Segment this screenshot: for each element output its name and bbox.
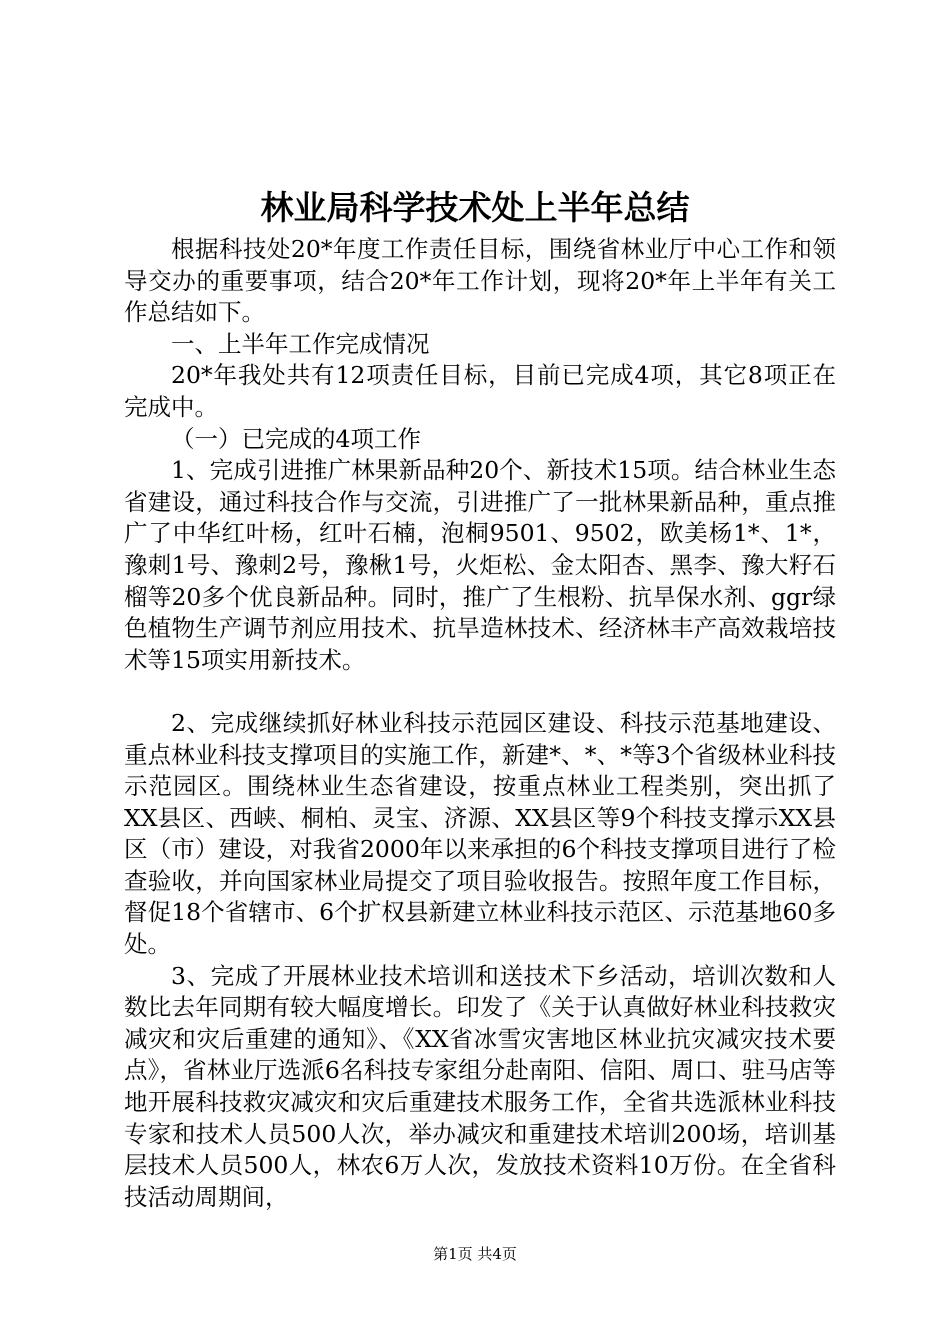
page-footer: 第1页 共4页: [433, 1245, 517, 1263]
subsection-heading: （一）已完成的4项工作: [171, 424, 421, 453]
section-heading: 一、上半年工作完成情况: [171, 329, 430, 358]
item-3-paragraph: 3、完成了开展林业技术培训和送技术下乡活动，培训次数和人数比去年同期有较大幅度增长。印发了《关于认真做好林业科技救灾减灾和灾后重建的通知》、《XX省冰雪灾害地区林业抗灾减灾技术要点》，省林业厅选派6名科技专家组分赴南阳、信阳、周口、驻马店等地开展科技救灾减灾和灾后重建技术服务工作，全省共选派林业科技专家和技术人员500人次，举办减灾和重建技术培训200场，培训基层技术人员500人，林农6万人次，发放技术资料10万份。在全省科技活动周期间，: [124, 961, 836, 1211]
item-2-paragraph: 2、完成继续抓好林业科技示范园区建设、科技示范基地建设、重点林业科技支撑项目的实施工作，新建*、*、*等3个省级林业科技示范园区。围绕林业生态省建设，按重点林业工程类别，突出抓了XX县区、西峡、桐柏、灵宝、济源、XX县区等9个科技支撑示XX县区（市）建设，对我省2000年以来承担的6个科技支撑项目进行了检查验收，并向国家林业局提交了项目验收报告。按照年度工作目标，督促18个省辖市、6个扩权县新建立林业科技示范区、示范基地60多处。: [124, 708, 836, 959]
intro-paragraph: 根据科技处20*年度工作责任目标，围绕省林业厅中心工作和领导交办的重要事项，结合20*年工作计划，现将20*年上半年有关工作总结如下。: [124, 235, 836, 327]
summary-paragraph: 20*年我处共有12项责任目标，目前已完成4项，其它8项正在完成中。: [124, 361, 836, 421]
document-body: [124, 234, 836, 1213]
item-1-paragraph: 1、完成引进推广林果新品种20个、新技术15项。结合林业生态省建设，通过科技合作与交流，引进推广了一批林果新品种，重点推广了中华红叶杨，红叶石楠，泡桐9501、9502，欧美杨1*、1*，豫刺1号、豫刺2号，豫楸1号，火炬松、金太阳杏、黑李、豫大籽石榴等20多个优良新品种。同时，推广了生根粉、抗旱保水剂、ggr绿色植物生产调节剂应用技术、抗旱造林技术、经济林丰产高效栽培技术等15项实用新技术。: [124, 456, 836, 674]
document-title: 林业局科学技术处上半年总结: [260, 188, 690, 227]
